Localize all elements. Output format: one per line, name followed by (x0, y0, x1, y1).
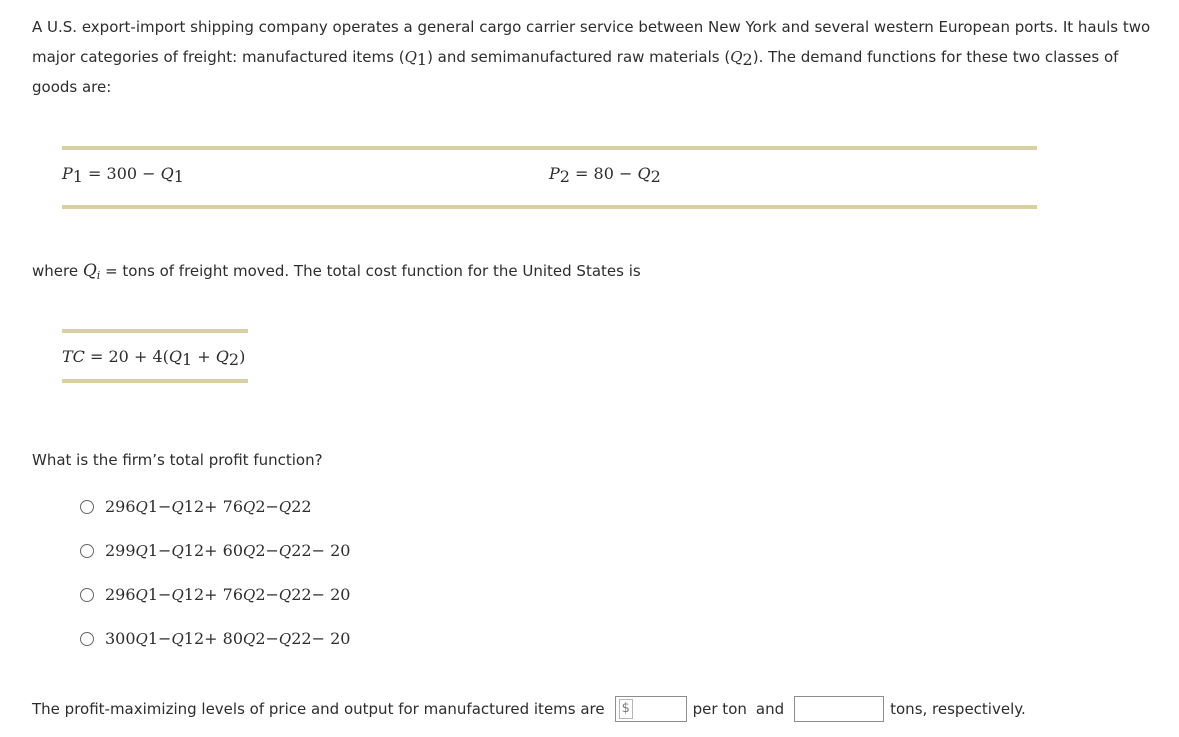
where-paragraph: where $Q_i$ = tons of freight moved. The total cost function for the United States is (32, 261, 641, 282)
q1-symbol: Q (404, 48, 417, 66)
answer-option[interactable]: 300 Q 1 − Q 1 2 + 80 Q 2 − Q 2 2 − 20 (80, 629, 350, 648)
demand-table-bottom-rule (62, 205, 1037, 209)
cost-equation: TC = $20 + 4(Q_1 + Q_2)$ (62, 347, 246, 369)
q2-symbol: Q (730, 48, 743, 66)
cost-table-bottom-rule (62, 379, 248, 383)
q1-subscript: 1 (416, 50, 428, 69)
demand-equation-1: $P_1 = 300 - Q_1$ (62, 164, 184, 186)
output-input[interactable] (794, 696, 884, 722)
intro-line-2c: ). The demand functions for these two classes of (752, 48, 1119, 66)
question-text: What is the firm’s total profit function? (32, 451, 323, 469)
radio-button[interactable] (80, 500, 94, 514)
price-input[interactable] (615, 696, 687, 722)
intro-line-1: A U.S. export-import shipping company operates a general cargo carrier service between New York and several western European ports. It hauls two (32, 18, 1151, 36)
radio-button[interactable] (80, 588, 94, 602)
radio-button[interactable] (80, 544, 94, 558)
intro-line-3: goods are: (32, 78, 112, 96)
cost-table-top-rule (62, 329, 248, 333)
qi-symbol: Q (82, 261, 97, 281)
final-sentence: The profit-maximizing levels of price and output for manufactured items are $ per ton and tons, respectively. (32, 696, 1026, 722)
qi-subscript: i (96, 269, 101, 282)
answer-option[interactable]: 299 Q 1 − Q 1 2 + 60 Q 2 − Q 2 2 − 20 (80, 541, 350, 560)
answer-option[interactable]: 296 Q 1 − Q 1 2 + 76 Q 2 − Q 2 2 (80, 497, 312, 516)
intro-line-2b: ) and semimanufactured raw materials ( (427, 48, 731, 66)
intro-line-2a: major categories of freight: manufactured items ( (32, 48, 405, 66)
demand-table-top-rule (62, 146, 1037, 150)
q2-subscript: 2 (742, 50, 753, 69)
answer-option[interactable]: 296 Q 1 − Q 1 2 + 76 Q 2 − Q 2 2 − 20 (80, 585, 350, 604)
intro-paragraph (32, 12, 1162, 102)
radio-button[interactable] (80, 632, 94, 646)
demand-equation-2: $P_2 = 80 - Q_2$ (549, 164, 661, 186)
dollar-sign: $ (619, 699, 633, 719)
